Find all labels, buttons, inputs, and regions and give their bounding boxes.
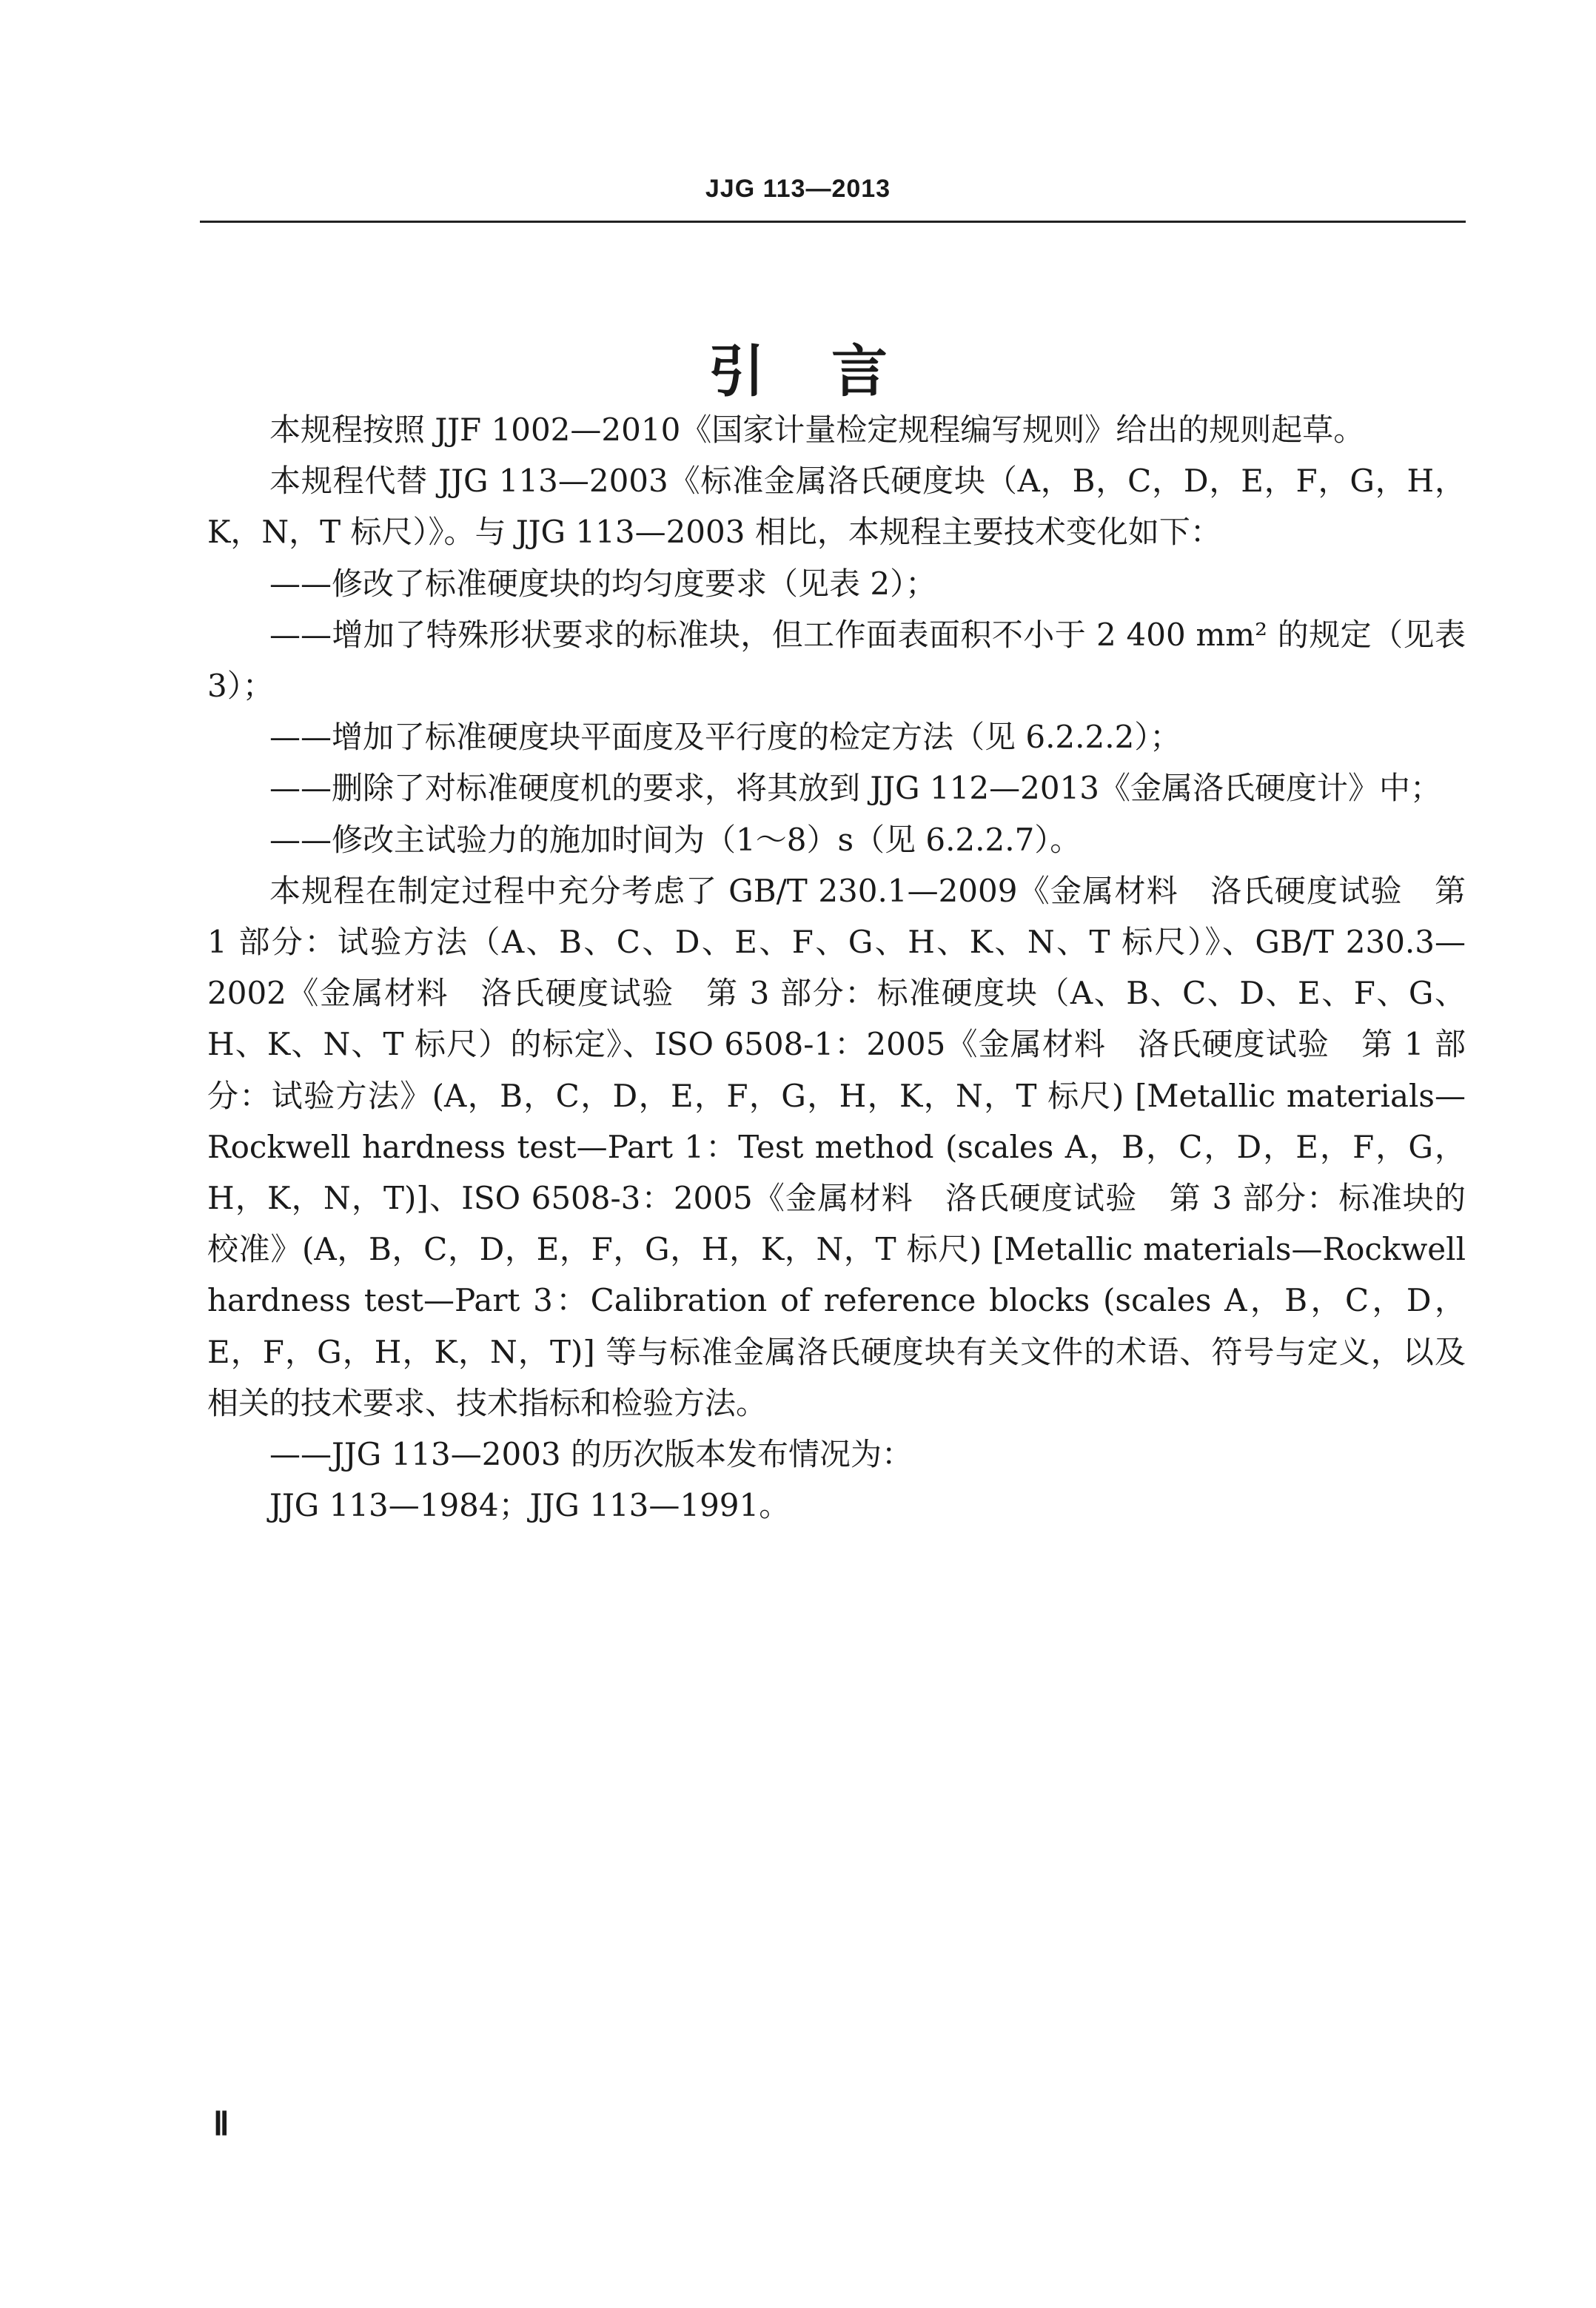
change-item-special-shape: ——增加了特殊形状要求的标准块，但工作面表面积不小于 2 400 mm² 的规定（见表 3）； [207, 616, 1466, 705]
page-title: 引言 [708, 338, 954, 404]
paragraph-history-intro: ——JJG 113—2003 的历次版本发布情况为： [269, 1436, 913, 1473]
change-item-force-time: ——修改主试验力的施加时间为（1～8）s（见 6.2.2.7）。 [269, 821, 1082, 858]
header-rule [200, 221, 1466, 223]
paragraph-drafting-basis: 本规程按照 JJF 1002—2010《国家计量检定规程编写规则》给出的规则起草。 [269, 412, 1365, 448]
change-item-flatness: ——增加了标准硬度块平面度及平行度的检定方法（见 6.2.2.2）； [269, 719, 1181, 756]
change-item-uniformity: ——修改了标准硬度块的均匀度要求（见表 2）； [269, 565, 937, 602]
change-item-removed-machine: ——删除了对标准硬度机的要求，将其放到 JJG 112—2013《金属洛氏硬度计》中； [269, 770, 1441, 807]
page-number: Ⅱ [213, 2106, 229, 2142]
introduction-body [207, 404, 1466, 1531]
paragraph-replaces: 本规程代替 JJG 113—2003《标准金属洛氏硬度块（A，B，C，D，E，F，G，H，K，N，T 标尺）》。与 JJG 113—2003 相比，本规程主要技术变化如下： [207, 463, 1466, 551]
paragraph-references: 本规程在制定过程中充分考虑了 GB/T 230.1—2009《金属材料 洛氏硬度试验 第 1 部分：试验方法（A、B、C、D、E、F、G、H、K、N、T 标尺）》、GB/T 230.3—2002《金属材料 洛氏硬度试验 第 3 部分：标准硬度块（A、B、C、D、E、F、G、H、K、N、T 标尺）的标定》、ISO 6508-1：2005《金属材料 洛氏硬度试验 第 1 部分：试验方法》(A，B，C，D，E，F，G，H，K，N，T 标尺) [Metallic materials—Rockwell hardness test—Part 1：Test method (scales A，B，C，D，E，F，G，H，K，N，T)]、ISO 6508-3：2005《金属材料 洛氏硬度试验 第 3 部分：标准块的校准》(A，B，C，D，E，F，G，H，K，N，T 标尺) [Metallic materials—Rockwell hardness test—Part 3：Calibration of reference blocks (scales A，B，C，D，E，F，G，H，K，N，T)] 等与标准金属洛氏硬度块有关文件的术语、符号与定义，以及相关的技术要求、技术指标和检验方法。 [207, 872, 1466, 1421]
paragraph-history-versions: JJG 113—1984；JJG 113—1991。 [269, 1487, 791, 1524]
running-header: JJG 113—2013 [705, 175, 891, 203]
